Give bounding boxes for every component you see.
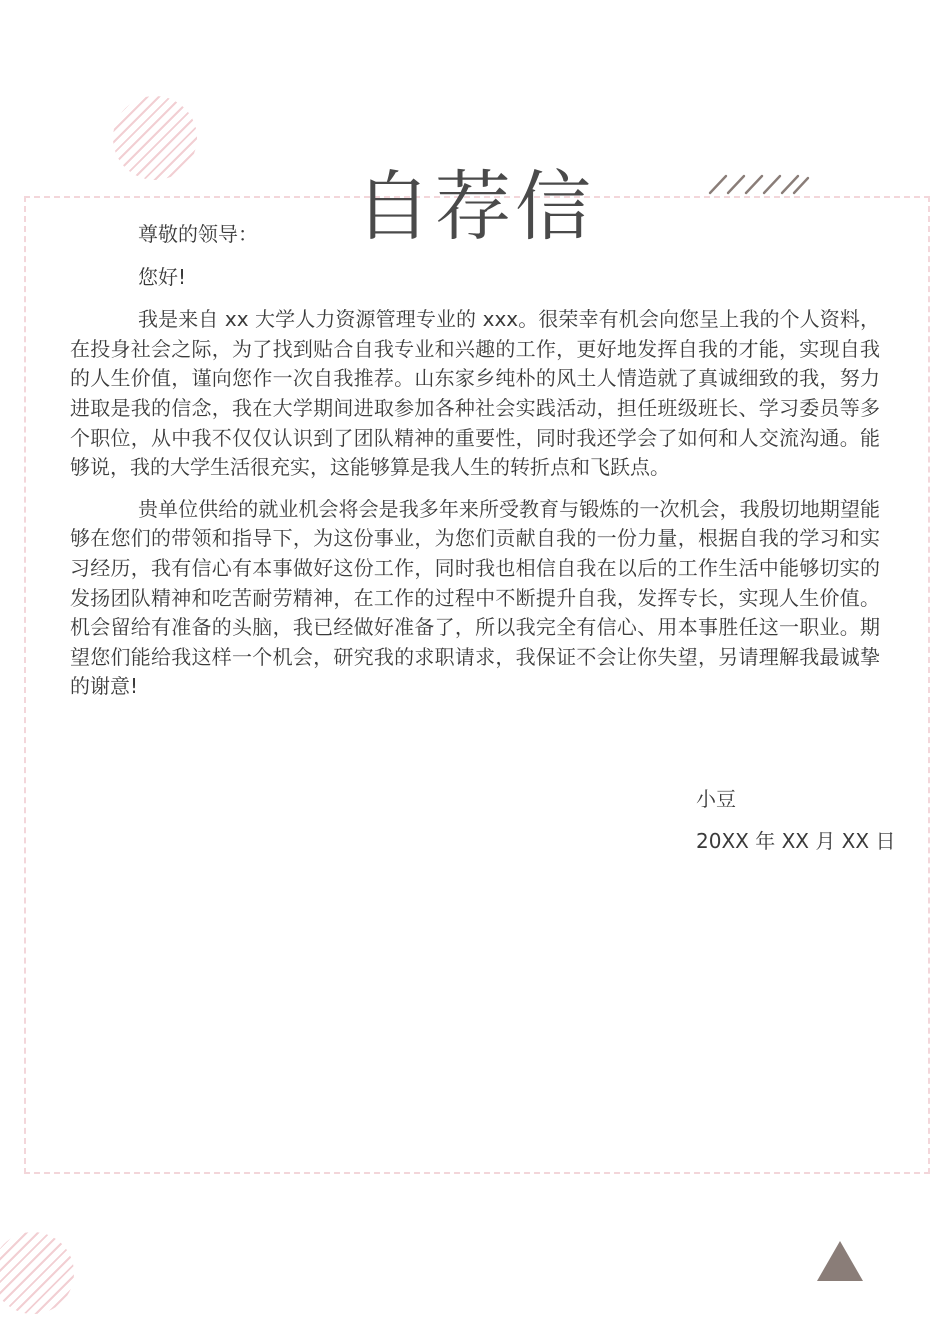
paragraph-introduction: 我是来自 xx 大学人力资源管理专业的 xxx。很荣幸有机会向您呈上我的个人资料，在投身社会之际，为了找到贴合自我专业和兴趣的工作，更好地发挥自我的才能，实现自我的人生价值，谨向您作一次自我推荐。山东家乡纯朴的风土人情造就了真诚细致的我，努力进取是我的信念，我在大学期间进取参加各种社会实践活动，担任班级班长、学习委员等多个职位，从中我不仅仅认识到了团队精神的重要性，同时我还学会了如何和人交流沟通。能够说，我的大学生活很充实，这能够算是我人生的转折点和飞跃点。 — [70, 307, 880, 480]
letter-body — [70, 220, 880, 714]
greeting: 您好! — [138, 264, 187, 289]
paragraph-closing: 贵单位供给的就业机会将会是我多年来所受教育与锻炼的一次机会，我殷切地期望能够在您们的带领和指导下，为这份事业，为您们贡献自我的一份力量，根据自我的学习和实习经历，我有信心有本事做好这份工作，同时我也相信自我在以后的工作生活中能够切实的发扬团队精神和吃苦耐劳精神，在工作的过程中不断提升自我，发挥专长，实现人生价值。机会留给有准备的头脑，我已经做好准备了，所以我完全有信心、用本事胜任这一职业。期望您们能给我这样一个机会，研究我的求职请求，我保证不会让你失望，另请理解我最诚挚的谢意! — [70, 496, 880, 699]
signature-block — [696, 784, 895, 856]
signature-name: 小豆 — [696, 787, 736, 811]
signature-date: 20XX 年 XX 月 XX 日 — [696, 829, 896, 853]
salutation: 尊敬的领导： — [138, 222, 258, 246]
page-title: 自荐信 — [355, 161, 595, 251]
triangle-decoration — [816, 1240, 864, 1282]
striped-circle-decoration-bottom — [0, 1232, 74, 1314]
